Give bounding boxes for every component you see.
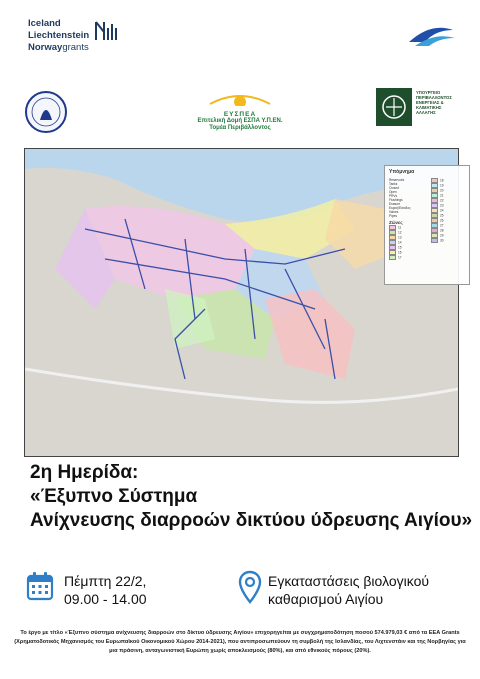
zone-item: 17: [389, 255, 427, 260]
zone-item: 24: [431, 208, 465, 213]
university-seal-logo: [24, 88, 68, 136]
footer-line-1: Το έργο με τίτλο «Έξυπνο σύστημα ανίχνευσης διαρροών στο δίκτυο ύδρευσης Αιγίου» επιχορηγείται με συγχρηματοδότηση ποσού 574.979,03 € από τα EEA Grants: [20, 630, 460, 636]
zone-item: 26: [431, 218, 465, 223]
eea-line-grants: grants: [62, 42, 89, 53]
zone-swatch: [431, 238, 438, 243]
zone-item: 22: [431, 198, 465, 203]
zone-item: 28: [431, 228, 465, 233]
event-day: Πέμπτη 22/2,: [64, 573, 147, 589]
zone-item: 27: [431, 223, 465, 228]
legend-item: Reservoirs: [389, 178, 405, 182]
eea-line-liechtenstein: Liechtenstein: [28, 30, 90, 41]
event-title: [30, 461, 473, 533]
zone-item: 13: [389, 235, 427, 240]
zone-swatch: [389, 255, 396, 260]
legend-item: Pipes: [389, 214, 397, 218]
legend-item: Tanks: [389, 182, 398, 186]
aeva-logo: [405, 20, 457, 50]
ministry-line-1: ΥΠΟΥΡΓΕΙΟ: [416, 90, 441, 95]
ministry-emblem-icon: [376, 88, 412, 126]
calendar-icon: [26, 571, 54, 601]
eea-grants-logo: [28, 18, 128, 62]
location-line-2: καθαρισμού Αιγίου: [268, 591, 384, 607]
legend-item: Erasure: [389, 202, 401, 206]
zone-item: 20: [431, 188, 465, 193]
sun-icon: [170, 90, 310, 106]
eea-line-norway: Norway: [28, 42, 63, 53]
event-time: 09.00 - 14.00: [64, 591, 147, 607]
zones-title: Ζώνες: [389, 220, 403, 225]
footer-line-3: μια πράσινη, ανταγωνιστική Ευρώπη χωρίς αποκλεισμούς (80%), και από εθνικούς πόρους (20%).: [109, 648, 371, 654]
title-line-2: «Έξυπνο Σύστημα: [30, 486, 198, 507]
zone-item: 19: [431, 183, 465, 188]
zone-item: 18: [431, 178, 465, 183]
legend-item: PRVs: [389, 194, 398, 198]
legend-item: Open: [389, 190, 397, 194]
zone-item: 23: [431, 203, 465, 208]
legend-item: Closed: [389, 186, 399, 190]
espa-logo: [170, 90, 310, 130]
legend-item: Valves: [389, 210, 399, 214]
zone-item: 14: [389, 240, 427, 245]
zone-item: 16: [389, 250, 427, 255]
ministry-line-3: ΕΝΕΡΓΕΙΑΣ &: [416, 100, 444, 105]
eea-mark-icon: [94, 18, 120, 44]
ministry-line-2: ΠΕΡΙΒΑΛΛΟΝΤΟΣ: [416, 95, 452, 100]
ministry-line-5: ΑΛΛΑΓΗΣ: [416, 110, 436, 115]
funding-footer: [12, 629, 468, 656]
event-date: [64, 572, 147, 608]
zone-item: 30: [431, 238, 465, 243]
zone-item: 12: [389, 230, 427, 235]
legend-title: Υπόμνημα: [389, 169, 415, 175]
zone-item: 29: [431, 233, 465, 238]
ministry-logo: [376, 88, 456, 126]
legend-item: Flushings: [389, 198, 403, 202]
zone-item: 25: [431, 213, 465, 218]
zone-item: 11: [389, 225, 427, 230]
location-line-1: Εγκαταστάσεις βιολογικού: [268, 573, 430, 589]
location-pin-icon: [238, 570, 262, 604]
zone-item: 21: [431, 193, 465, 198]
map-legend: [384, 165, 470, 285]
event-location: [268, 572, 429, 608]
espa-subtitle-1: Επιτελική Δομή ΕΣΠΑ Υ.Π.ΕΝ.: [197, 118, 283, 124]
eea-line-iceland: Iceland: [28, 18, 61, 29]
title-line-1: 2η Ημερίδα:: [30, 462, 139, 483]
ministry-line-4: ΚΛΙΜΑΤΙΚΗΣ: [416, 105, 442, 110]
legend-item: Εκροή/Είσοδος: [389, 206, 411, 210]
zone-item: 15: [389, 245, 427, 250]
espa-subtitle-2: Τομέα Περιβάλλοντος: [209, 125, 271, 131]
espa-title: ΕΥΣΠΕΑ: [223, 111, 257, 118]
footer-line-2: (Χρηματοδοτικός Μηχανισμός του Ευρωπαϊκού Οικονομικού Χώρου 2014-2021), που αντιπροσωπεύουν τη συμβολή της Ισλανδίας, του Λιχτενστάιν και της Νορβηγίας για: [14, 639, 466, 645]
title-line-3: Ανίχνευσης διαρροών δικτύου ύδρευσης Αιγίου»: [30, 510, 473, 531]
